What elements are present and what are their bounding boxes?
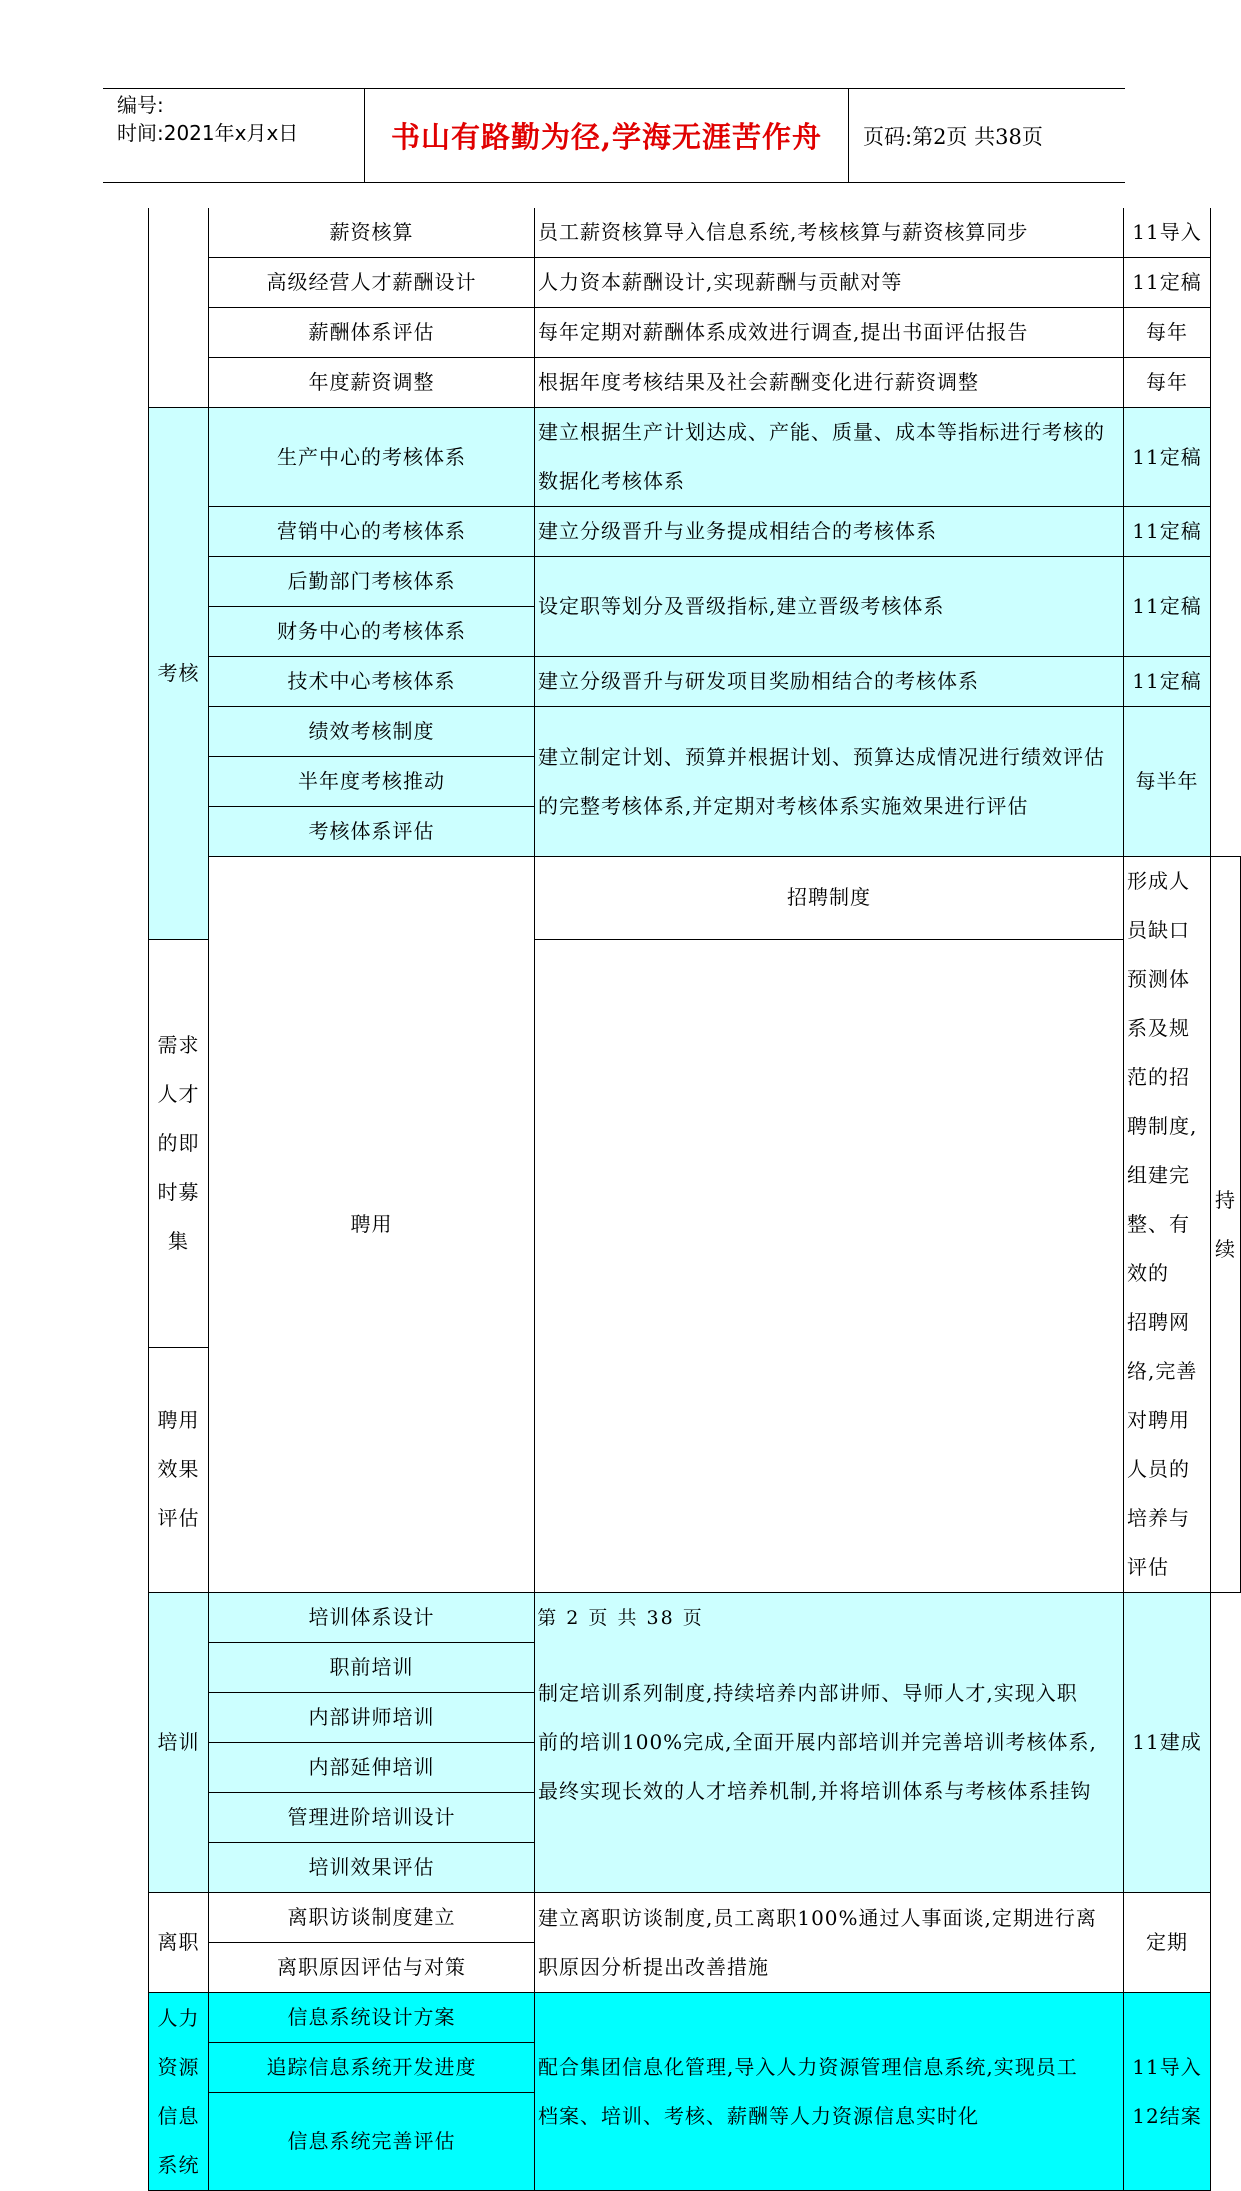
time-cell: 11定稿 xyxy=(1124,258,1211,308)
item-cell: 绩效考核制度 xyxy=(209,707,535,757)
item-cell: 招聘制度 xyxy=(535,857,1124,940)
desc-cell xyxy=(535,1893,1124,1993)
desc-line: 建立根据生产计划达成、产能、质量、成本等指标进行考核的 xyxy=(538,420,1105,444)
desc-line: 形成人员缺口预测体系及规范的招聘制度,组建完整、有效的 xyxy=(1127,869,1198,1285)
table-row xyxy=(149,258,1241,308)
time-cell: 11定稿 xyxy=(1124,557,1211,657)
item-cell: 培训效果评估 xyxy=(209,1843,535,1893)
desc-cell xyxy=(1124,857,1211,1593)
time-cell: 持续 xyxy=(1211,857,1241,1593)
item-cell: 薪酬体系评估 xyxy=(209,308,535,358)
time-cell: 每半年 xyxy=(1124,707,1211,857)
salary-category-cell xyxy=(149,208,209,408)
item-cell: 薪资核算 xyxy=(209,208,535,258)
desc-line: 制定培训系列制度,持续培养内部讲师、导师人才,实现入职 xyxy=(538,1681,1078,1705)
category-line: 系统 xyxy=(157,2152,200,2177)
assessment-category-cell: 考核 xyxy=(149,408,209,940)
desc-line: 的完整考核体系,并定期对考核体系实施效果进行评估 xyxy=(538,793,1029,818)
table-row xyxy=(149,208,1241,258)
item-cell: 离职访谈制度建立 xyxy=(209,1893,535,1943)
item-cell: 追踪信息系统开发进度 xyxy=(209,2043,535,2093)
serial-label: 编号: xyxy=(117,93,164,117)
header-page-label: 页码:第2页 共38页 xyxy=(863,124,1043,149)
table-row xyxy=(149,707,1241,757)
header-meta xyxy=(103,89,365,182)
category-line: 资源 xyxy=(157,2054,200,2079)
item-cell: 财务中心的考核体系 xyxy=(209,607,535,657)
desc-cell: 建立分级晋升与研发项目奖励相结合的考核体系 xyxy=(535,657,1124,707)
desc-line: 数据化考核体系 xyxy=(538,469,685,493)
item-cell: 生产中心的考核体系 xyxy=(209,408,535,507)
desc-line: 建立离职访谈制度,员工离职100%通过人事面谈,定期进行离 xyxy=(538,1905,1097,1930)
item-cell: 培训体系设计 xyxy=(209,1593,535,1643)
desc-line: 职原因分析提出改善措施 xyxy=(538,1954,769,1979)
item-cell: 职前培训 xyxy=(209,1643,535,1693)
time-cell: 11定稿 xyxy=(1124,657,1211,707)
time-line: 12结案 xyxy=(1132,2103,1202,2128)
time-cell: 每年 xyxy=(1124,358,1211,408)
desc-line: 建立制定计划、预算并根据计划、预算达成情况进行绩效评估 xyxy=(538,744,1105,769)
item-cell: 离职原因评估与对策 xyxy=(209,1943,535,1993)
desc-line: 配合集团信息化管理,导入人力资源管理信息系统,实现员工 xyxy=(538,2054,1078,2079)
category-line: 信息 xyxy=(157,2103,200,2128)
time-cell: 每年 xyxy=(1124,308,1211,358)
item-cell: 年度薪资调整 xyxy=(209,358,535,408)
item-cell: 需求人才的即时募集 xyxy=(149,939,209,1347)
item-cell: 高级经营人才薪酬设计 xyxy=(209,258,535,308)
hr-plan-table xyxy=(148,208,1241,2191)
item-cell: 考核体系评估 xyxy=(209,807,535,857)
table-row xyxy=(149,408,1241,507)
time-cell: 11定稿 xyxy=(1124,507,1211,557)
table-row xyxy=(149,1993,1241,2043)
desc-cell: 人力资本薪酬设计,实现薪酬与贡献对等 xyxy=(535,258,1124,308)
desc-cell xyxy=(535,1593,1124,1893)
recruitment-category-cell: 聘用 xyxy=(209,857,535,1593)
time-label: 时间:2021年x月x日 xyxy=(117,121,299,145)
table-row xyxy=(149,657,1241,707)
desc-cell: 每年定期对薪酬体系成效进行调查,提出书面评估报告 xyxy=(535,308,1124,358)
desc-line: 招聘网络,完善对聘用人员的培养与评估 xyxy=(1127,1310,1198,1579)
page-header xyxy=(103,88,1125,183)
resignation-category-cell: 离职 xyxy=(149,1893,209,1993)
category-line: 人力 xyxy=(157,2005,200,2030)
desc-cell: 设定职等划分及晋级指标,建立晋级考核体系 xyxy=(535,557,1124,657)
item-cell: 半年度考核推动 xyxy=(209,757,535,807)
page-footer: 第 2 页 共 38 页 xyxy=(537,1607,704,1629)
desc-line: 最终实现长效的人才培养机制,并将培训体系与考核体系挂钩 xyxy=(538,1779,1092,1803)
time-cell: 11导入 xyxy=(1124,208,1211,258)
training-category-cell: 培训 xyxy=(149,1593,209,1893)
item-cell: 后勤部门考核体系 xyxy=(209,557,535,607)
time-line: 11导入 xyxy=(1132,2054,1202,2079)
time-cell: 11定稿 xyxy=(1124,408,1211,507)
item-cell: 技术中心考核体系 xyxy=(209,657,535,707)
table-row xyxy=(149,1893,1241,1943)
desc-cell xyxy=(535,707,1124,857)
item-cell: 聘用效果评估 xyxy=(149,1347,209,1592)
desc-cell: 员工薪资核算导入信息系统,考核核算与薪资核算同步 xyxy=(535,208,1124,258)
desc-cell xyxy=(535,1993,1124,2191)
item-cell: 管理进阶培训设计 xyxy=(209,1793,535,1843)
item-cell: 信息系统设计方案 xyxy=(209,1993,535,2043)
table-row xyxy=(149,358,1241,408)
table-row xyxy=(149,308,1241,358)
desc-cell: 根据年度考核结果及社会薪酬变化进行薪资调整 xyxy=(535,358,1124,408)
item-cell: 内部讲师培训 xyxy=(209,1693,535,1743)
table-row xyxy=(149,557,1241,607)
time-cell: 11建成 xyxy=(1124,1593,1211,1893)
desc-line: 前的培训100%完成,全面开展内部培训并完善培训考核体系, xyxy=(538,1730,1097,1754)
table-row xyxy=(149,857,1241,940)
item-cell: 信息系统完善评估 xyxy=(209,2093,535,2191)
item-cell: 营销中心的考核体系 xyxy=(209,507,535,557)
table-row xyxy=(149,507,1241,557)
time-cell: 定期 xyxy=(1124,1893,1211,1993)
desc-cell xyxy=(535,408,1124,507)
item-cell: 内部延伸培训 xyxy=(209,1743,535,1793)
header-motto: 书山有路勤为径,学海无涯苦作舟 xyxy=(365,89,849,182)
time-cell xyxy=(1124,1993,1211,2191)
desc-line: 档案、培训、考核、薪酬等人力资源信息实时化 xyxy=(538,2103,979,2128)
desc-cell: 建立分级晋升与业务提成相结合的考核体系 xyxy=(535,507,1124,557)
hris-category-cell xyxy=(149,1993,209,2191)
